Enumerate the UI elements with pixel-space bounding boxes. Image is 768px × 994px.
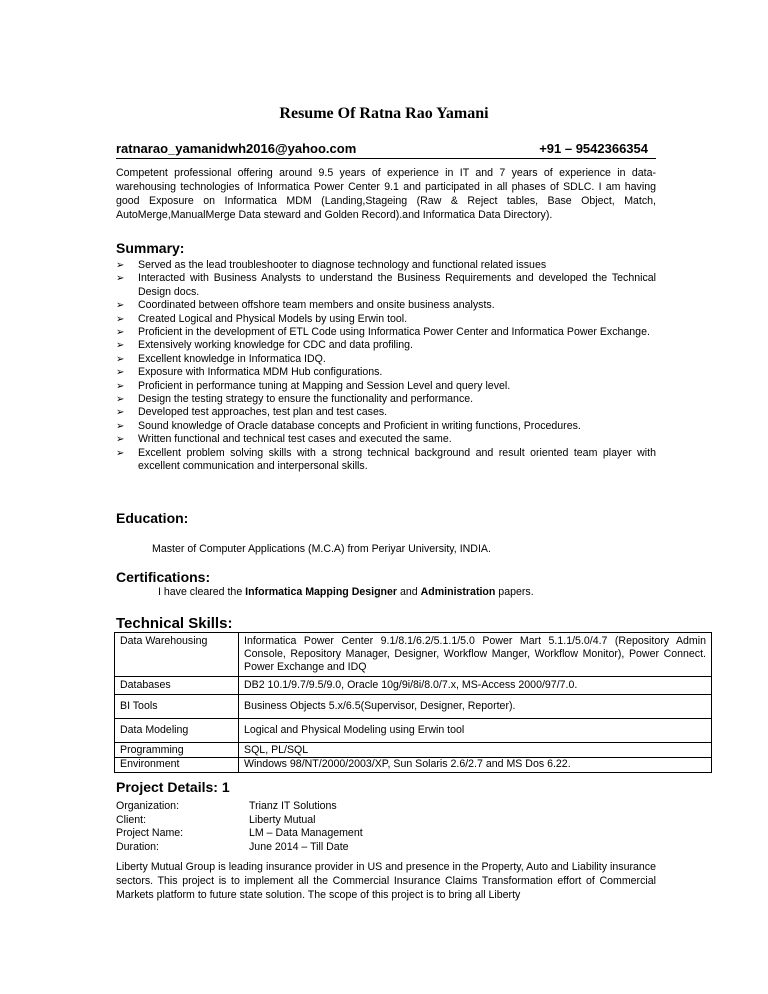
list-item: ➢ Exposure with Informatica MDM Hub configurations.	[116, 366, 383, 379]
table-row: Programming SQL, PL/SQL	[115, 743, 712, 758]
list-item: ➢ Interacted with Business Analysts to understand the Business Requirements and developed the Technical Design docs.	[116, 272, 656, 298]
arrow-bullet-icon: ➢	[116, 313, 125, 325]
intro-paragraph: Competent professional offering around 9.5 years of experience in IT and 7 years of experience in data-warehousing technologies of Informatica Power Center 9.1 and participated in all phases of SDLC. I am having good Exposure on Informatica MDM (Landing,Stageing (Raw & Reject tables, Base Object, Match, AutoMerge,ManualMerge Data steward and Golden Record).and Informatica Data Directory).	[116, 167, 656, 221]
arrow-bullet-icon: ➢	[116, 367, 125, 379]
list-item: ➢ Excellent knowledge in Informatica IDQ.	[116, 352, 326, 365]
arrow-bullet-icon: ➢	[116, 380, 125, 392]
project-row: Project Name: LM – Data Management	[116, 827, 363, 839]
project-description: Liberty Mutual Group is leading insurance provider in US and presence in the Property, Auto and Liability insurance sectors. This project is to implement all the Commercial Insurance Claims Transformation effort of Commercial Markets platform to future state solution. The scope of this project is to bring all Liberty	[116, 861, 656, 901]
list-item: ➢ Excellent problem solving skills with a strong technical background and result oriented team player with excellent communication and interpersonal skills.	[116, 446, 656, 473]
contact-line	[116, 141, 656, 159]
arrow-bullet-icon: ➢	[116, 300, 125, 312]
list-item: ➢ Extensively working knowledge for CDC and data profiling.	[116, 339, 413, 352]
table-row: Data Modeling Logical and Physical Modeling using Erwin tool	[115, 719, 712, 743]
table-row: Data Warehousing Informatica Power Center 9.1/8.1/6.2/5.1.1/5.0 Power Mart 5.1.1/5.0/4.7 (Repository Admin Console, Repository Manager, Designer, Workflow Manger, Workflow Monitor), Power Connect. Power Exchange and IDQ	[115, 633, 712, 677]
list-item: ➢ Proficient in performance tuning at Mapping and Session Level and query level.	[116, 379, 511, 392]
table-row: Environment Windows 98/NT/2000/2003/XP, Sun Solaris 2.6/2.7 and MS Dos 6.22.	[115, 758, 712, 773]
project-details	[116, 800, 363, 854]
list-item: ➢ Developed test approaches, test plan and test cases.	[116, 406, 388, 419]
list-item: ➢ Coordinated between offshore team members and onsite business analysts.	[116, 299, 495, 312]
project-row: Organization: Trianz IT Solutions	[116, 800, 337, 812]
list-item: ➢ Written functional and technical test cases and executed the same.	[116, 433, 452, 446]
table-row: Databases DB2 10.1/9.7/9.5/9.0, Oracle 10g/9i/8i/8.0/7.x, MS-Access 2000/97/7.0.	[115, 677, 712, 695]
education-text: Master of Computer Applications (M.C.A) from Periyar University, INDIA.	[152, 543, 491, 555]
arrow-bullet-icon: ➢	[116, 420, 125, 432]
cert-administration: Administration	[420, 586, 496, 598]
skills-table	[114, 632, 712, 773]
arrow-bullet-icon: ➢	[116, 407, 125, 419]
arrow-bullet-icon: ➢	[116, 447, 125, 459]
table-row: BI Tools Business Objects 5.x/6.5(Supervisor, Designer, Reporter).	[115, 695, 712, 719]
arrow-bullet-icon: ➢	[116, 434, 125, 446]
summary-heading: Summary:	[116, 240, 185, 256]
arrow-bullet-icon: ➢	[116, 394, 125, 406]
phone-number: +91 – 9542366354	[539, 141, 648, 156]
resume-title: Resume Of Ratna Rao Yamani	[279, 105, 489, 122]
arrow-bullet-icon: ➢	[116, 260, 125, 271]
list-item: ➢ Proficient in the development of ETL Code using Informatica Power Center and Informatica Power Exchange.	[116, 326, 650, 339]
certifications-heading: Certifications:	[116, 569, 211, 585]
project-heading: Project Details: 1	[116, 779, 230, 795]
education-heading: Education:	[116, 510, 189, 526]
summary-list	[116, 259, 656, 474]
certifications-text: I have cleared the Informatica Mapping Designer and Administration papers.	[158, 586, 534, 598]
arrow-bullet-icon: ➢	[116, 327, 125, 339]
list-item: ➢ Design the testing strategy to ensure the functionality and performance.	[116, 393, 474, 406]
skills-heading: Technical Skills:	[116, 615, 233, 632]
list-item: ➢ Served as the lead troubleshooter to diagnose technology and functional related issues	[116, 259, 547, 271]
arrow-bullet-icon: ➢	[116, 340, 125, 352]
list-item: ➢ Sound knowledge of Oracle database concepts and Proficient in writing functions, Procedures.	[116, 419, 581, 432]
project-row: Client: Liberty Mutual	[116, 813, 316, 826]
cert-mapping-designer: Informatica Mapping Designer	[245, 586, 398, 598]
arrow-bullet-icon: ➢	[116, 353, 125, 365]
email-address: ratnarao_yamanidwh2016@yahoo.com	[116, 141, 357, 156]
list-item: ➢ Created Logical and Physical Models by using Erwin tool.	[116, 312, 408, 325]
project-row: Duration: June 2014 – Till Date	[116, 840, 349, 853]
arrow-bullet-icon: ➢	[116, 273, 125, 285]
